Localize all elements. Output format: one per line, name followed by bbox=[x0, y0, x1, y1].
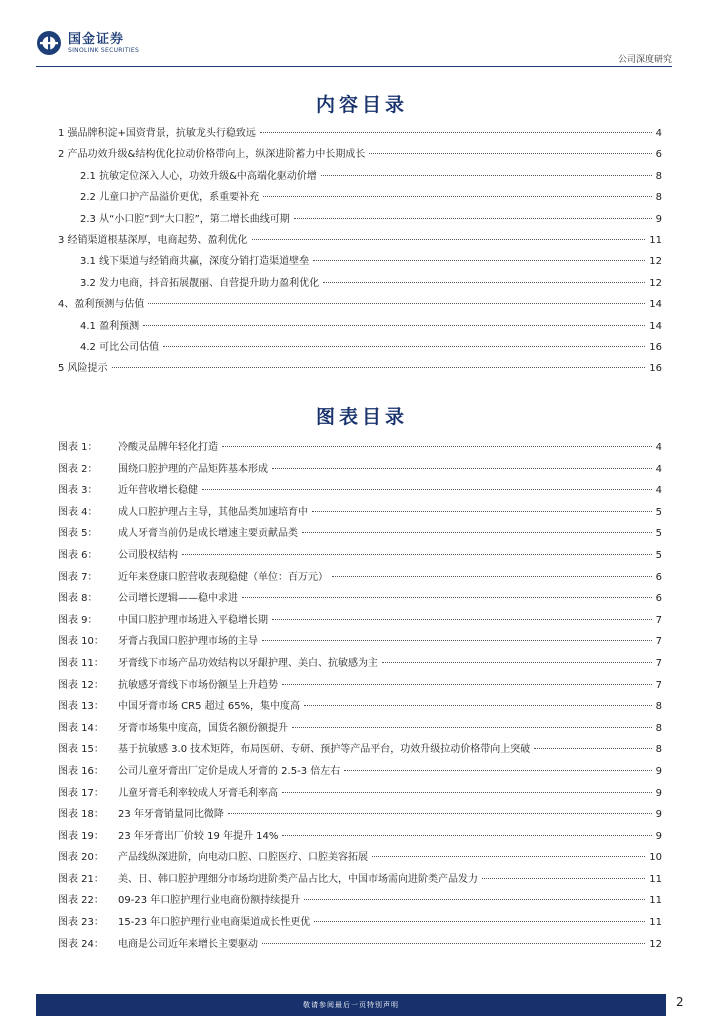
figure-entry-page: 6 bbox=[655, 593, 662, 605]
dot-leader bbox=[263, 196, 652, 197]
footer-disclaimer: 敬请参阅最后一页特别声明 bbox=[303, 1001, 399, 1009]
footer-bar bbox=[36, 994, 666, 1016]
figure-entry-label: 图表 6： bbox=[58, 549, 98, 561]
figure-entry[interactable] bbox=[58, 503, 662, 525]
toc-entry-title: 3.2 发力电商，抖音拓展靓丽、自营提升助力盈利优化 bbox=[80, 277, 320, 289]
toc-entry-title: 1 强品牌积淀+国资背景，抗敏龙头行稳致远 bbox=[58, 128, 256, 139]
toc-entry[interactable] bbox=[58, 167, 662, 188]
dot-leader bbox=[272, 619, 652, 620]
toc-entry[interactable] bbox=[58, 295, 662, 316]
figure-entry-page: 5 bbox=[655, 549, 662, 561]
figure-entry[interactable] bbox=[58, 611, 662, 633]
dot-leader bbox=[294, 218, 652, 219]
figure-entry-label: 图表 21： bbox=[58, 873, 104, 885]
figure-entry[interactable] bbox=[58, 719, 662, 741]
figure-entry-page: 8 bbox=[655, 744, 662, 756]
dot-leader bbox=[112, 367, 646, 368]
figure-entry-page: 5 bbox=[655, 528, 662, 540]
figure-entry-title: 美、日、韩口腔护理细分市场均进阶类产品占比大，中国市场需向进阶类产品发力 bbox=[118, 873, 478, 885]
figure-entry-page: 11 bbox=[649, 917, 662, 929]
figure-entry-label: 图表 9： bbox=[58, 614, 98, 626]
figure-entry[interactable] bbox=[58, 935, 662, 957]
header-divider bbox=[36, 66, 672, 67]
figure-entry[interactable] bbox=[58, 460, 662, 482]
dot-leader bbox=[323, 282, 645, 283]
figure-entry-label: 图表 5： bbox=[58, 528, 98, 540]
figure-entry-page: 9 bbox=[655, 809, 662, 821]
figure-entry-title: 成人牙膏当前仍是成长增速主要贡献品类 bbox=[118, 528, 298, 540]
figure-entry-title: 中国口腔护理市场进入平稳增长期 bbox=[118, 614, 268, 626]
dot-leader bbox=[222, 446, 652, 447]
dot-leader bbox=[482, 878, 645, 879]
toc-entry-page: 8 bbox=[655, 192, 662, 204]
figure-entry-page: 8 bbox=[655, 701, 662, 713]
page-number: 2 bbox=[676, 995, 684, 1009]
figure-entry-page: 12 bbox=[649, 938, 662, 950]
figure-entry-label: 图表 4： bbox=[58, 506, 98, 518]
toc-entry-title: 4、盈利预测与估值 bbox=[58, 299, 145, 311]
dot-leader bbox=[202, 489, 652, 490]
toc-entry[interactable] bbox=[58, 210, 662, 231]
dot-leader bbox=[313, 260, 645, 261]
toc-entry-page: 16 bbox=[649, 341, 662, 353]
figure-entry-page: 9 bbox=[655, 765, 662, 777]
dot-leader bbox=[282, 835, 651, 836]
toc-entry-page: 14 bbox=[649, 320, 662, 332]
dot-leader bbox=[321, 175, 652, 176]
figure-entry-title: 23 年牙膏销量同比微降 bbox=[118, 809, 224, 821]
figure-entry-title: 公司增长逻辑——稳中求进 bbox=[118, 593, 238, 605]
figure-entry-title: 抗敏感牙膏线下市场份额呈上升趋势 bbox=[118, 679, 278, 691]
dot-leader bbox=[304, 899, 645, 900]
logo-mark-icon bbox=[36, 30, 62, 56]
toc-entry-title: 2.3 从“小口腔”到“大口腔”，第二增长曲线可期 bbox=[80, 213, 290, 225]
toc-entry-title: 5 风险提示 bbox=[58, 363, 108, 375]
figure-entry-label: 图表 1： bbox=[58, 442, 98, 453]
figure-entry-title: 15-23 年口腔护理行业电商渠道成长性更优 bbox=[118, 917, 311, 929]
figure-entry-title: 近年营收增长稳健 bbox=[118, 485, 198, 497]
toc-entry[interactable] bbox=[58, 274, 662, 295]
dot-leader bbox=[143, 325, 645, 326]
toc-entry[interactable] bbox=[58, 317, 662, 338]
toc-entry[interactable] bbox=[58, 338, 662, 359]
figure-entry-label: 图表 8： bbox=[58, 593, 98, 605]
figure-entry[interactable] bbox=[58, 676, 662, 698]
toc-entry-page: 12 bbox=[649, 256, 662, 268]
dot-leader bbox=[282, 684, 652, 685]
logo-en-text: SINOLINK SECURITIES bbox=[68, 46, 140, 54]
dot-leader bbox=[372, 856, 645, 857]
toc-entry[interactable] bbox=[58, 188, 662, 209]
figure-entry-title: 产品线纵深进阶，向电动口腔、口腔医疗、口腔美容拓展 bbox=[118, 852, 368, 864]
figure-entry[interactable] bbox=[58, 827, 662, 849]
figure-entry-page: 11 bbox=[649, 873, 662, 885]
dot-leader bbox=[304, 705, 652, 706]
figure-entry-label: 图表 24： bbox=[58, 938, 104, 950]
figure-entry-label: 图表 23： bbox=[58, 917, 104, 929]
figure-entry[interactable] bbox=[58, 740, 662, 762]
toc-entry-page: 6 bbox=[655, 149, 662, 161]
figure-entry-title: 牙膏占我国口腔护理市场的主导 bbox=[118, 636, 258, 648]
figure-entry-title: 公司股权结构 bbox=[118, 549, 178, 561]
toc-entry[interactable] bbox=[58, 252, 662, 273]
dot-leader bbox=[332, 576, 652, 577]
figure-entry[interactable] bbox=[58, 697, 662, 719]
toc-entry[interactable] bbox=[58, 231, 662, 252]
dot-leader bbox=[242, 597, 652, 598]
figure-entry[interactable] bbox=[58, 654, 662, 676]
figure-entry[interactable] bbox=[58, 589, 662, 611]
dot-leader bbox=[314, 921, 645, 922]
company-logo bbox=[36, 30, 139, 56]
toc-entry-title: 2.2 儿童口护产品溢价更优，系重要补充 bbox=[80, 192, 260, 204]
figure-entry-title: 近年来登康口腔营收表现稳健（单位：百万元） bbox=[118, 571, 328, 583]
figure-entry-label: 图表 16： bbox=[58, 765, 104, 777]
toc-title: 内容目录 bbox=[315, 94, 408, 116]
figure-entry-page: 4 bbox=[655, 463, 662, 475]
figure-entry[interactable] bbox=[58, 870, 662, 892]
dot-leader bbox=[534, 748, 651, 749]
dot-leader bbox=[302, 532, 652, 533]
figure-entry-page: 6 bbox=[655, 571, 662, 583]
toc-entry-page: 12 bbox=[649, 277, 662, 289]
figure-entry-title: 围绕口腔护理的产品矩阵基本形成 bbox=[118, 463, 268, 475]
toc-entry-page: 11 bbox=[649, 234, 662, 246]
dot-leader bbox=[252, 239, 646, 240]
toc-entry-title: 2 产品功效升级&结构优化拉动价格带向上，纵深进阶蓄力中长期成长 bbox=[58, 149, 366, 161]
figure-entry[interactable] bbox=[58, 546, 662, 568]
figure-entry-title: 23 年牙膏出厂价较 19 年提升 14% bbox=[118, 830, 279, 842]
figure-entry-title: 冷酸灵品牌年轻化打造 bbox=[118, 442, 218, 453]
figure-entry-label: 图表 20： bbox=[58, 852, 104, 864]
dot-leader bbox=[262, 943, 645, 944]
figure-entry-title: 09-23 年口腔护理行业电商份额持续提升 bbox=[118, 895, 301, 907]
toc-entry-page: 16 bbox=[649, 363, 662, 375]
toc-entry[interactable] bbox=[58, 145, 662, 166]
dot-leader bbox=[163, 346, 645, 347]
figure-entry[interactable] bbox=[58, 524, 662, 546]
figure-entry-label: 图表 3： bbox=[58, 485, 98, 497]
dot-leader bbox=[148, 303, 645, 304]
dot-leader bbox=[369, 153, 651, 154]
figure-entry[interactable] bbox=[58, 481, 662, 503]
toc-entry-title: 3.1 线下渠道与经销商共赢，深度分销打造渠道壁垒 bbox=[80, 256, 310, 268]
figures-list bbox=[58, 438, 662, 956]
figure-entry[interactable] bbox=[58, 762, 662, 784]
figure-entry[interactable] bbox=[58, 632, 662, 654]
toc-entry-page: 4 bbox=[655, 128, 662, 139]
toc-entry-page: 14 bbox=[649, 299, 662, 311]
figure-entry-title: 牙膏线下市场产品功效结构以牙龈护理、美白、抗敏感为主 bbox=[118, 657, 378, 669]
toc-entry-page: 9 bbox=[655, 213, 662, 225]
figure-entry-label: 图表 13： bbox=[58, 701, 104, 713]
toc-list bbox=[58, 124, 662, 381]
dot-leader bbox=[312, 511, 652, 512]
figure-entry-title: 成人口腔护理占主导，其他品类加速培育中 bbox=[118, 506, 308, 518]
dot-leader bbox=[344, 770, 651, 771]
figure-entry-title: 电商是公司近年来增长主要驱动 bbox=[118, 938, 258, 950]
figure-entry-page: 11 bbox=[649, 895, 662, 907]
figure-entry[interactable] bbox=[58, 438, 662, 460]
figure-entry[interactable] bbox=[58, 568, 662, 590]
dot-leader bbox=[260, 132, 652, 133]
figure-entry-page: 7 bbox=[655, 679, 662, 691]
figure-entry-page: 9 bbox=[655, 830, 662, 842]
logo-cn-text: 国金证券 bbox=[68, 31, 125, 47]
figure-entry-label: 图表 22： bbox=[58, 895, 104, 907]
figure-entry[interactable] bbox=[58, 913, 662, 935]
figure-entry-page: 9 bbox=[655, 787, 662, 799]
figure-entry-page: 10 bbox=[649, 852, 662, 864]
figure-entry-label: 图表 19： bbox=[58, 830, 104, 842]
dot-leader bbox=[382, 662, 652, 663]
toc-entry[interactable] bbox=[58, 124, 662, 145]
figure-entry[interactable] bbox=[58, 891, 662, 913]
figure-entry-title: 中国牙膏市场 CR5 超过 65%，集中度高 bbox=[118, 701, 301, 713]
page-header bbox=[0, 0, 724, 70]
figure-entry[interactable] bbox=[58, 784, 662, 806]
figure-entry-label: 图表 2： bbox=[58, 463, 98, 475]
figure-entry-label: 图表 11： bbox=[58, 657, 104, 669]
figure-entry-page: 8 bbox=[655, 722, 662, 734]
toc-entry-title: 2.1 抗敏定位深入人心，功效升级&中高端化驱动价增 bbox=[80, 170, 317, 182]
figure-entry[interactable] bbox=[58, 805, 662, 827]
figure-entry[interactable] bbox=[58, 848, 662, 870]
toc-entry-title: 3 经销渠道根基深厚，电商起势、盈利优化 bbox=[58, 234, 248, 246]
figure-entry-label: 图表 18： bbox=[58, 809, 104, 821]
figure-entry-page: 7 bbox=[655, 636, 662, 648]
toc-entry[interactable] bbox=[58, 359, 662, 380]
figure-entry-label: 图表 10： bbox=[58, 636, 104, 648]
figure-entry-page: 4 bbox=[655, 485, 662, 497]
dot-leader bbox=[182, 554, 652, 555]
figure-entry-page: 4 bbox=[655, 442, 662, 453]
dot-leader bbox=[272, 468, 652, 469]
figure-entry-label: 图表 7： bbox=[58, 571, 98, 583]
dot-leader bbox=[262, 640, 652, 641]
figure-entry-page: 7 bbox=[655, 657, 662, 669]
report-type: 公司深度研究 bbox=[617, 55, 672, 65]
figure-entry-title: 儿童牙膏毛利率较成人牙膏毛利率高 bbox=[118, 787, 278, 799]
dot-leader bbox=[282, 792, 652, 793]
figure-entry-label: 图表 17： bbox=[58, 787, 104, 799]
toc-entry-title: 4.2 可比公司估值 bbox=[80, 341, 160, 353]
dot-leader bbox=[228, 813, 652, 814]
figure-entry-title: 公司儿童牙膏出厂定价是成人牙膏的 2.5-3 倍左右 bbox=[118, 765, 341, 777]
figure-entry-label: 图表 15： bbox=[58, 744, 104, 756]
dot-leader bbox=[292, 727, 652, 728]
toc-entry-page: 8 bbox=[655, 170, 662, 182]
figure-entry-page: 5 bbox=[655, 506, 662, 518]
figure-entry-title: 牙膏市场集中度高，国货名额份额提升 bbox=[118, 722, 288, 734]
toc-entry-title: 4.1 盈利预测 bbox=[80, 320, 140, 332]
figure-entry-label: 图表 14： bbox=[58, 722, 104, 734]
figures-title: 图表目录 bbox=[315, 406, 408, 428]
figure-entry-label: 图表 12： bbox=[58, 679, 104, 691]
figure-entry-title: 基于抗敏感 3.0 技术矩阵，布局医研、专研、预护等产品平台，功效升级拉动价格带向上突破 bbox=[118, 744, 531, 756]
figure-entry-page: 7 bbox=[655, 614, 662, 626]
